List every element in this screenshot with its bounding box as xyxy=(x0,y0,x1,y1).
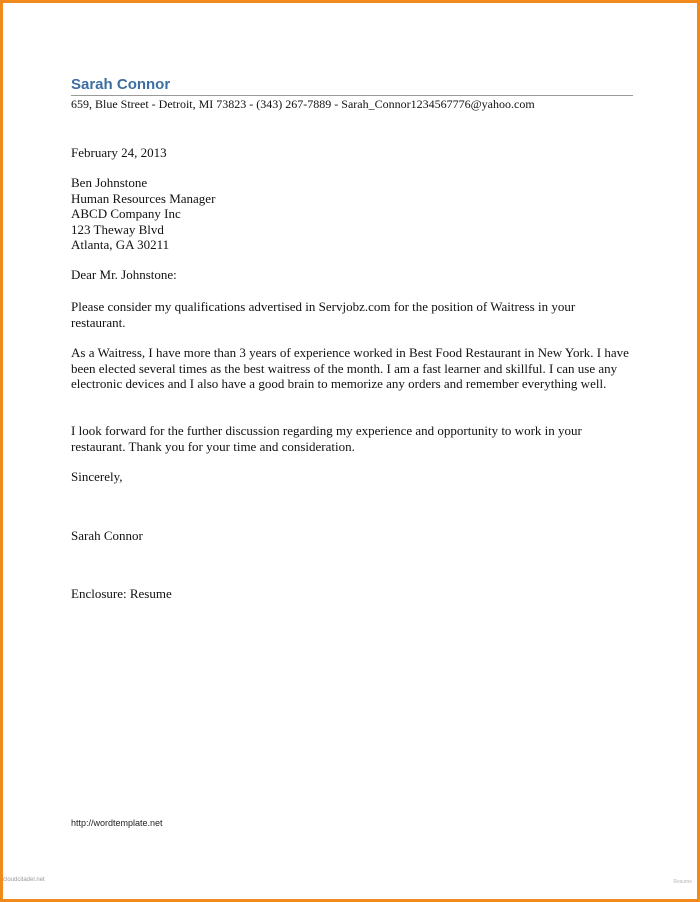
recipient-name: Ben Johnstone xyxy=(71,175,148,190)
recipient-city: Atlanta, GA 30211 xyxy=(71,237,170,252)
corner-mark: Resume xyxy=(673,879,692,885)
enclosure-note: Enclosure: Resume xyxy=(71,586,172,601)
recipient-title: Human Resources Manager xyxy=(71,190,216,206)
letter-date: February 24, 2013 xyxy=(71,145,167,160)
recipient-company: ABCD Company Inc xyxy=(71,206,181,221)
sender-name: Sarah Connor xyxy=(71,76,171,93)
source-url-link[interactable]: http://wordtemplate.net xyxy=(71,818,163,828)
signature-name: Sarah Connor xyxy=(71,528,143,543)
body-paragraph-3: I look forward for the further discussion regarding my experience and opportunity to work in your restaurant. Thank you for your time and consideration. xyxy=(71,423,582,454)
closing: Sincerely, xyxy=(71,469,123,484)
watermark: cloudcitadel.net xyxy=(3,877,45,883)
salutation: Dear Mr. Johnstone: xyxy=(71,267,177,282)
recipient-address xyxy=(71,175,631,253)
header-divider xyxy=(71,95,633,96)
letter-page xyxy=(3,3,697,899)
body-paragraph-2: As a Waitress, I have more than 3 years of experience worked in Best Food Restaurant in New York. I have been elected several times as the best waitress of the month. I am a fast learner and skillful. I can use any electronic devices and I also have a good brain to memorize any orders and remember everything well. xyxy=(71,345,629,391)
recipient-street: 123 Theway Blvd xyxy=(71,221,164,237)
sender-contact-line: 659, Blue Street - Detroit, MI 73823 - (343) 267-7889 - Sarah_Connor1234567776@yahoo.com xyxy=(71,97,535,111)
body-paragraph-1: Please consider my qualifications advertised in Servjobz.com for the position of Waitress in your restaurant. xyxy=(71,299,576,330)
